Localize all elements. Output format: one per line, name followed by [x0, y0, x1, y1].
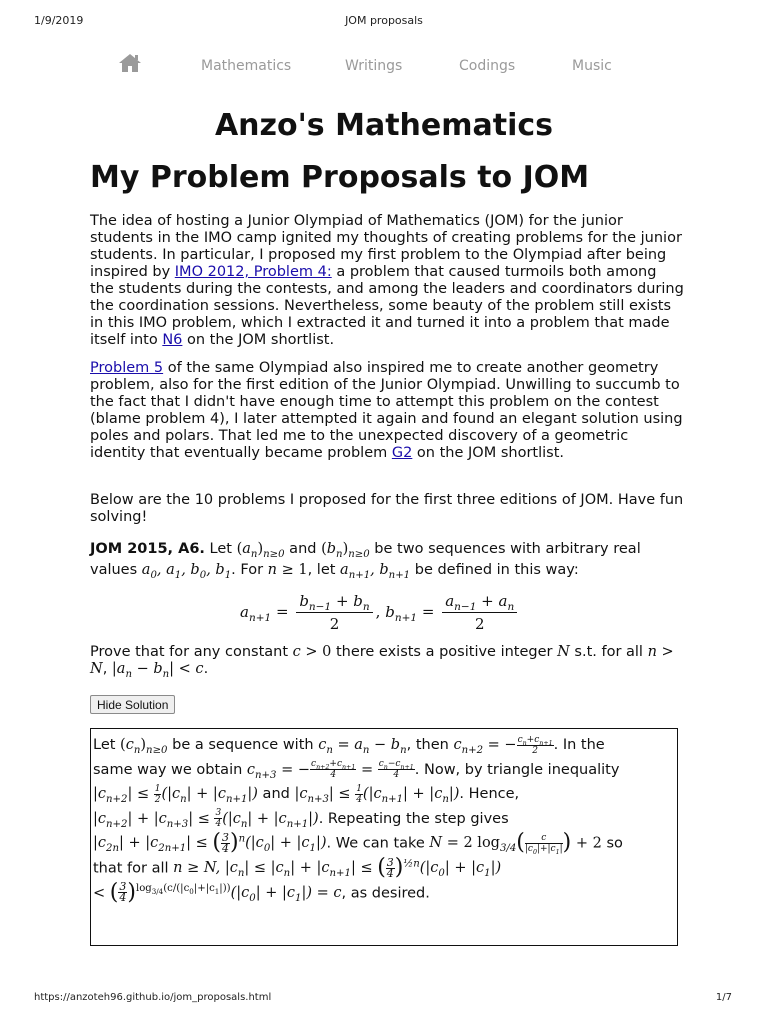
problem-statement: JOM 2015, A6. Let $(a_n)_{n\ge 0}$ and $(b_n)_{n\ge 0}$ be two sequences with arbitrary real values $a_0$, $a_1$, $b_0$, $b_1$. For n ≥ 1, let $a_{n+1}$, $b_{n+1}$ be defined in this way: [90, 541, 641, 581]
nav-music[interactable]: Music [572, 58, 612, 74]
solution-line-4: $|c_{n+2}| + |c_{n+3}|$ ≤ $\frac{3}{4}$ $(|c_n| + |c_{n+1}|)$. Repeating the step gives [93, 808, 509, 830]
top-nav [0, 52, 768, 80]
nav-codings[interactable]: Codings [459, 58, 516, 74]
solution-line-7: < ( $\frac{3}{4}$ )$^{log_{3/4}(c/(|c_0|+|c_1|))}(|c_0| + |c_1|) = c$, as desired. [93, 879, 430, 905]
problem-5-link[interactable]: Problem 5 [90, 360, 164, 376]
print-title: JOM proposals [345, 14, 423, 27]
n6-link[interactable]: N6 [162, 332, 183, 348]
problem-statement-2: Prove that for any constant c > 0 there exists a positive integer N s.t. for all n > N, $|a_n - b_n| < c$. [90, 644, 674, 680]
home-icon[interactable] [118, 52, 142, 74]
intro-paragraph-3: Below are the 10 problems I proposed for the first three editions of JOM. Have fun solving! [90, 492, 684, 525]
solution-line-5: $|c_{2n}| + |c_{2n+1}|$ ≤ ( $\frac{3}{4}$ )$^n(|c_0| + |c_1|)$. We can take N = 2 $\log_{3/4}$( $\frac{c}{|c_0|+|c_1|}$ ) + 2 so [93, 830, 623, 856]
g2-link[interactable]: G2 [391, 445, 413, 461]
site-title: Anzo's Mathematics [214, 108, 554, 143]
solution-box [90, 728, 678, 946]
problem-label: JOM 2015, A6. [90, 541, 205, 557]
hide-solution-button[interactable]: Hide Solution [90, 695, 175, 714]
print-url: https://anzoteh96.github.io/jom_proposals.html [34, 992, 272, 1003]
print-date: 1/9/2019 [34, 14, 84, 27]
print-page-number: 1/7 [715, 992, 732, 1003]
recurrence-formula: $a_{n+1}$ = $\frac{b_{n-1} + b_n}{2}$ , $b_{n+1}$ = $\frac{a_{n-1} + a_n}{2}$ [0, 592, 768, 638]
solution-line-6: that for all n ≥ N, $|c_n| \le |c_n| + |c_{n+1}|$ ≤ ( $\frac{3}{4}$ )$^{\frac{1}{2}n}(|c_0| + |c_1|)$ [93, 854, 502, 880]
solution-line-2: same way we obtain $c_{n+3}$ = − $\frac{c_{n+2}+c_{n+1}}{4}$ = $\frac{c_n-c_{n+1}}{4}$ . Now, by triangle inequality [93, 759, 620, 781]
solution-line-3: $|c_{n+2}|$ ≤ $\frac{1}{2}$ $(|c_n| + |c_{n+1}|)$ and $|c_{n+3}|$ ≤ $\frac{1}{4}$ $(|c_{n+1}| + |c_n|)$. Hence, [93, 783, 520, 805]
intro-paragraph-2: Problem 5 of the same Olympiad also inspired me to create another geometry problem, also for the first edition of the Junior Olympiad. Unwilling to succumb to the fact that I didn't have enough time to attempt this problem on the contest (blame problem 4), I later attempted it again and found an elegant solution using poles and polars. That led me to the unexpected discovery of a geometric identity that eventually became problem G2 on the JOM shortlist. [90, 360, 683, 461]
solution-line-1: Let $(c_n)_{n\ge 0}$ be a sequence with $c_n = a_n - b_n$, then $c_{n+2}$ = − $\frac{c_n+c_{n+1}}{2}$ . In the [93, 734, 605, 756]
intro-paragraph-1: The idea of hosting a Junior Olympiad of Mathematics (JOM) for the junior students in the IMO camp ignited my thoughts of creating problems for the junior students. In particular, I proposed my first problem to the Olympiad after being inspired by IMO 2012, Problem 4: a problem that caused turmoils both among the students during the contests, and among the leaders and coordinators during the coordination sessions. Nevertheless, some beauty of the problem still exists in this IMO problem, which I extracted it and turned it into a problem that made itself into N6 on the JOM shortlist. [90, 213, 684, 348]
nav-writings[interactable]: Writings [345, 58, 403, 74]
page-title: My Problem Proposals to JOM [90, 160, 590, 195]
imo-2012-p4-link[interactable]: IMO 2012, Problem 4: [174, 264, 332, 280]
nav-mathematics[interactable]: Mathematics [201, 58, 292, 74]
